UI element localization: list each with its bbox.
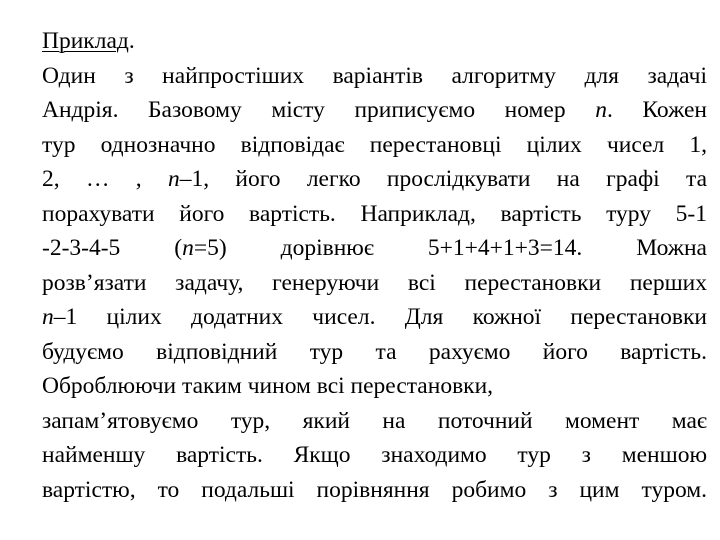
italic-variable: n bbox=[595, 97, 607, 123]
body-text bbox=[42, 59, 707, 508]
body-line bbox=[42, 231, 707, 266]
heading-punct: . bbox=[128, 28, 135, 54]
body-line bbox=[42, 404, 707, 439]
text-segment: Оброблюючи таким чином всі перестановки, bbox=[42, 373, 494, 399]
text-segment: –1 цілих додатних чисел. Для кожної перестановки bbox=[53, 304, 707, 330]
text-segment: будуємо відповідний тур та рахуємо його вартість. bbox=[42, 338, 707, 365]
text-segment: 2, … , bbox=[42, 166, 168, 192]
text-segment: тур однозначно відповідає перестановці цілих чисел 1, bbox=[42, 131, 707, 158]
text-segment: найменшу вартість. Якщо знаходимо тур з меншою bbox=[42, 442, 707, 468]
body-line bbox=[42, 93, 707, 128]
slide-content bbox=[42, 24, 707, 507]
text-segment: =5) дорівнює 5+1+4+1+3=14. Можна bbox=[193, 235, 707, 261]
text-segment: розв’язати задачу, генеруючи всі перестановки перших bbox=[42, 269, 707, 296]
body-line bbox=[42, 369, 707, 404]
body-line bbox=[42, 300, 707, 335]
text-segment: порахувати його вартість. Наприклад, вартість туру 5-1 bbox=[42, 200, 707, 227]
body-line bbox=[42, 438, 707, 473]
text-segment: -2-3-4-5 ( bbox=[42, 235, 183, 261]
text-segment: запам’ятовуємо тур, який на поточний момент має bbox=[42, 407, 707, 434]
heading-word: Приклад bbox=[42, 28, 129, 54]
text-segment: Один з найпростіших варіантів алгоритму для задачі bbox=[42, 62, 707, 89]
body-line bbox=[42, 197, 707, 232]
body-line bbox=[42, 473, 707, 508]
text-segment: вартістю, то подальші порівняння робимо з цим туром. bbox=[42, 476, 707, 503]
body-line bbox=[42, 266, 707, 301]
body-line bbox=[42, 59, 707, 94]
text-segment: –1, його легко прослідкувати на графі та bbox=[179, 166, 707, 192]
body-line bbox=[42, 335, 707, 370]
text-segment: . Кожен bbox=[606, 97, 708, 123]
italic-variable: n bbox=[167, 166, 180, 192]
slide-heading bbox=[42, 24, 707, 59]
italic-variable: n bbox=[42, 304, 54, 330]
body-line bbox=[42, 162, 707, 197]
text-segment: Андрія. Базовому місту приписуємо номер bbox=[42, 97, 596, 123]
italic-variable: n bbox=[182, 235, 194, 261]
body-line bbox=[42, 128, 707, 163]
